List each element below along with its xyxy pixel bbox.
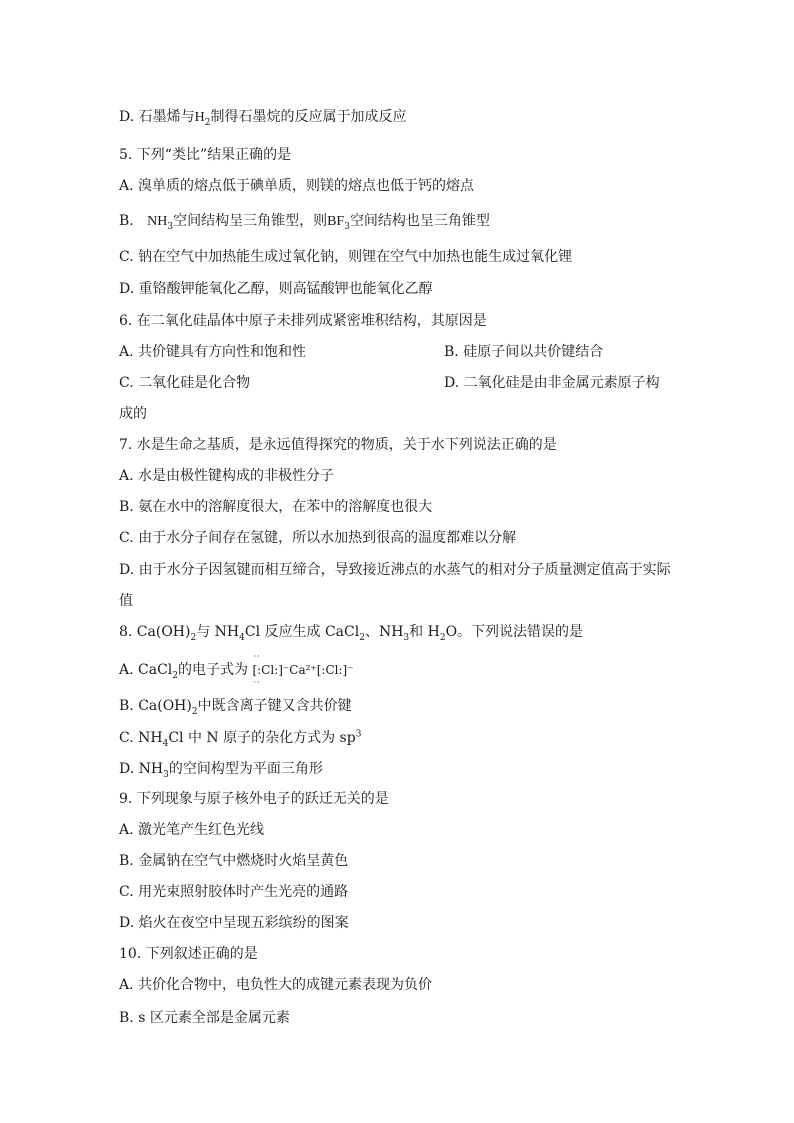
text-run: C. NH: [119, 730, 163, 746]
question-8: [119, 622, 583, 642]
q8-option-c: [119, 728, 361, 748]
text-run: 8. Ca(OH): [119, 624, 191, 640]
text-run: 空间结构呈三角锥型，则: [173, 213, 328, 229]
q6-option-b: B. 硅原子间以共价键结合: [444, 344, 604, 360]
text-run: 空间结构也呈三角锥型: [349, 213, 490, 229]
q7-option-d-cont: 值: [119, 593, 133, 609]
q5-option-a: A. 溴单质的熔点低于碘单质，则镁的熔点也低于钙的熔点: [119, 178, 475, 194]
q6-option-d-cont: 成的: [119, 406, 147, 422]
text-run: 中既含离子键又含共价键: [197, 698, 352, 714]
option-d-graphene: [119, 107, 407, 128]
q10-option-b: B. s 区元素全部是金属元素: [119, 1010, 290, 1026]
text-run: A. CaCl: [119, 662, 173, 678]
question-9: 9. 下列现象与原子核外电子的跃迁无关的是: [119, 791, 389, 807]
text-run: 的空间构型为平面三角形: [168, 761, 323, 777]
question-6: 6. 在二氧化硅晶体中原子未排列成紧密堆积结构，其原因是: [119, 313, 487, 329]
q8-option-d: [119, 759, 323, 779]
q8-option-b: [119, 696, 352, 716]
q5-option-d: D. 重铬酸钾能氧化乙醇，则高锰酸钾也能氧化乙醇: [119, 281, 433, 297]
question-10: 10. 下列叙述正确的是: [119, 946, 258, 962]
text-run: 制得石墨烷的反应属于加成反应: [210, 109, 407, 125]
q5-option-b: [119, 211, 490, 232]
subscript: 3: [163, 769, 169, 780]
option-label: B.: [119, 213, 134, 229]
formula-nh3: NH: [147, 214, 168, 229]
question-7: 7. 水是生命之基质，是永远值得探究的物质，关于水下列说法正确的是: [119, 437, 557, 453]
text-run: B. Ca(OH): [119, 698, 192, 714]
subscript: 2: [359, 632, 365, 643]
q9-option-a: A. 激光笔产生红色光线: [119, 822, 265, 838]
formula-h: H: [194, 110, 205, 125]
text-run: 与 NH: [196, 624, 240, 640]
text-run: D. 石墨烯与: [119, 109, 195, 125]
text-run: 和 H: [409, 624, 440, 640]
q5-option-c: C. 钠在空气中加热能生成过氧化钠，则锂在空气中加热也能生成过氧化锂: [119, 249, 573, 265]
subscript: 2: [204, 117, 211, 128]
text-run: 、NH: [364, 624, 404, 640]
subscript: 3: [344, 221, 350, 232]
q10-option-a: A. 共价化合物中，电负性大的成键元素表现为负价: [119, 977, 433, 993]
subscript: 3: [403, 632, 410, 643]
subscript: 2: [172, 670, 178, 681]
electron-formula: ·· [:Cl:]⁻Ca²⁺[:Cl:]⁻ ··: [252, 660, 353, 680]
text-run: Cl 反应生成 CaCl: [244, 624, 360, 640]
q7-option-d: D. 由于水分子因氢键而相互缔合，导致接近沸点的水蒸气的相对分子质量测定值高于实际: [119, 562, 671, 578]
question-5: 5. 下列“类比”结果正确的是: [119, 147, 292, 163]
q8-option-a: [119, 660, 354, 680]
subscript: 2: [439, 632, 446, 643]
q7-option-a: A. 水是由极性键构成的非极性分子: [119, 468, 335, 484]
q6-option-a: A. 共价键具有方向性和饱和性: [119, 344, 307, 360]
subscript: 3: [167, 221, 174, 232]
superscript: 3: [355, 729, 362, 740]
q6-option-d: D. 二氧化硅是由非金属元素原子构: [444, 375, 660, 391]
q6-option-c: C. 二氧化硅是化合物: [119, 375, 251, 391]
text-run: O。下列说法错误的是: [445, 624, 584, 640]
subscript: 2: [191, 706, 198, 717]
q7-option-b: B. 氨在水中的溶解度很大，在苯中的溶解度也很大: [119, 499, 433, 515]
q9-option-b: B. 金属钠在空气中燃烧时火焰呈黄色: [119, 853, 349, 869]
text-run: 的电子式为: [178, 662, 248, 678]
q9-option-c: C. 用光束照射胶体时产生光亮的通路: [119, 884, 349, 900]
subscript: 4: [239, 632, 245, 643]
formula-bf3: BF: [327, 214, 345, 229]
q9-option-d: D. 焰火在夜空中呈现五彩缤纷的图案: [119, 915, 349, 931]
subscript: 4: [162, 738, 169, 749]
q7-option-c: C. 由于水分子间存在氢键，所以水加热到很高的温度都难以分解: [119, 530, 517, 546]
subscript: 2: [190, 632, 197, 643]
text-run: D. NH: [119, 761, 164, 777]
text-run: Cl 中 N 原子的杂化方式为 sp: [168, 730, 356, 746]
